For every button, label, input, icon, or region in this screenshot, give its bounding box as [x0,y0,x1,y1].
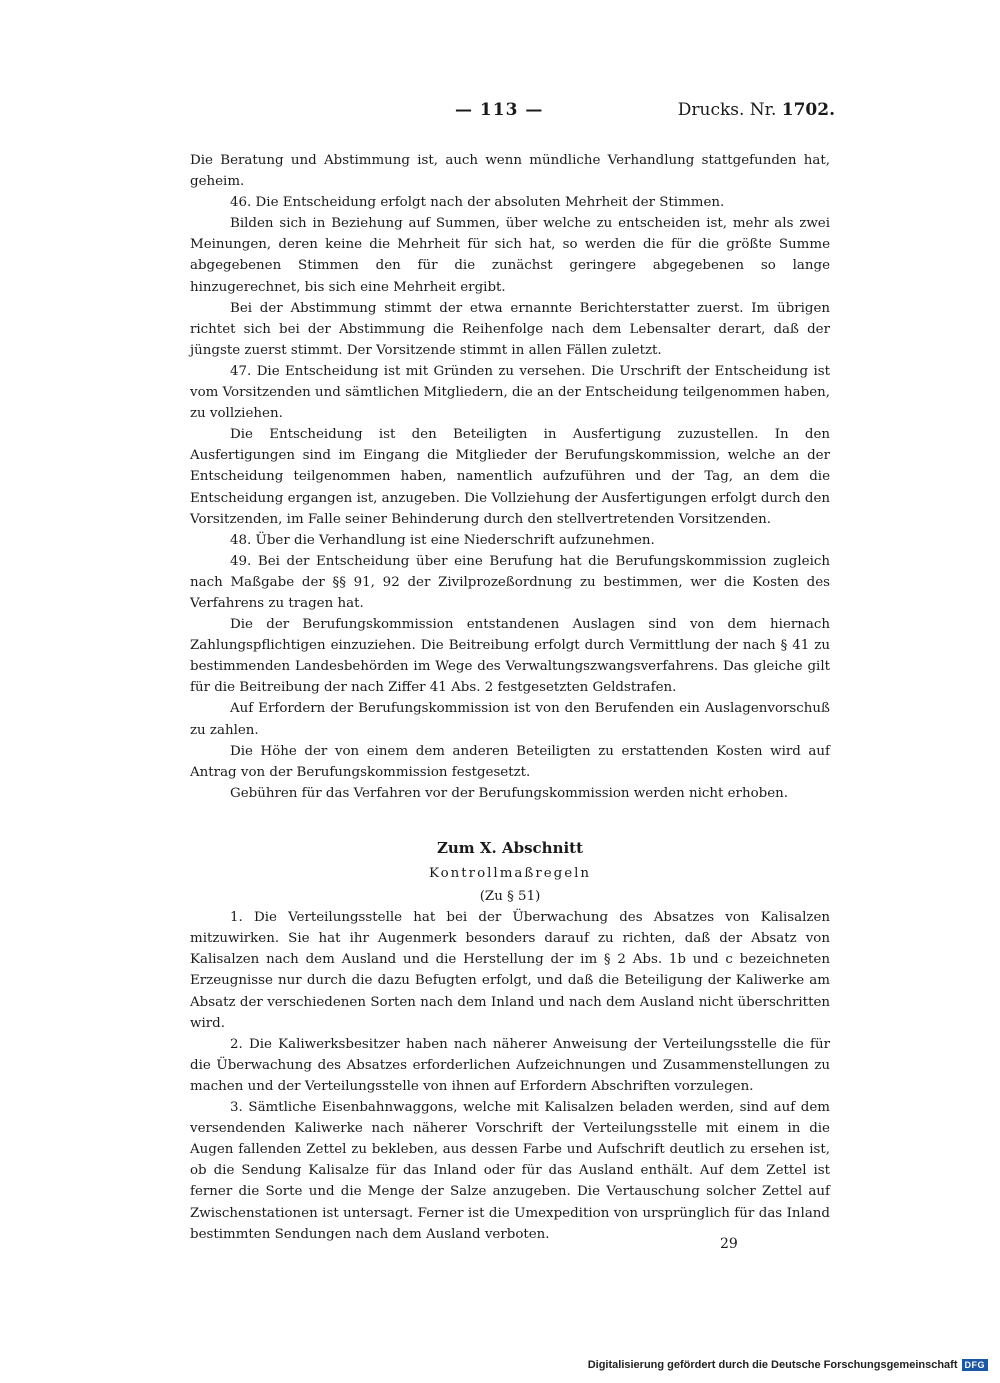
document-reference-number: 1702. [781,100,835,120]
paragraph: Die Höhe der von einem dem anderen Beteiligten zu erstattenden Kosten wird auf Antrag von der Berufungskommission festgesetzt. [190,743,830,780]
paragraph: 49. Bei der Entscheidung über eine Berufung hat die Berufungskommission zugleich nach Maßgabe der §§ 91, 92 der Zivilprozeßordnung zu bestimmen, wer die Kosten des Verfahrens zu tragen hat. [190,553,830,611]
page-header [455,100,835,130]
section-subtitle: Kontrollmaßregeln [428,866,592,881]
paragraph: Auf Erfordern der Berufungskommission ist von den Berufenden ein Auslagenvorschuß zu zahlen. [190,701,830,738]
paragraph: Die Beratung und Abstimmung ist, auch wenn mündliche Verhandlung stattgefunden hat, geheim. [190,153,830,190]
paragraph: Bilden sich in Beziehung auf Summen, über welche zu entscheiden ist, mehr als zwei Meinungen, deren keine die Mehrheit für sich hat, so werden die für die größte Summe abgegebenen Stimmen den für die zunächst geringere abgegebenen so lange hinzugerechnet, bis sich eine Mehrheit ergibt. [190,216,830,295]
paragraph: Bei der Abstimmung stimmt der etwa ernannte Berichterstatter zuerst. Im übrigen richtet sich bei der Abstimmung die Reihenfolge nach dem Lebensalter derart, daß der jüngste zuerst stimmt. Der Vorsitzende stimmt in allen Fällen zuletzt. [190,300,830,358]
section-paragraph: 2. Die Kaliwerksbesitzer haben nach näherer Anweisung der Verteilungsstelle die für die Überwachung des Absatzes erforderlichen Aufzeichnungen und Zusammenstellungen zu machen und der Verteilungsstelle von ihnen auf Erfordern Abschriften vorzulegen. [190,1036,830,1094]
paragraph: 46. Die Entscheidung erfolgt nach der absoluten Mehrheit der Stimmen. [230,195,725,211]
signature-mark: 29 [720,1236,738,1252]
page-number: — 113 — [455,100,544,120]
document-reference-prefix: Drucks. Nr. [677,100,777,120]
footer-text: Digitalisierung gefördert durch die Deutsche Forschungsgemeinschaft [587,1359,958,1371]
paragraph: Gebühren für das Verfahren vor der Berufungskommission werden nicht erhoben. [230,785,789,801]
paragraph: Die der Berufungskommission entstandenen Auslagen sind von dem hiernach Zahlungspflichtigen einzuziehen. Die Beitreibung erfolgt durch Vermittlung der nach § 41 zu bestimmenden Landesbehörden im Wege des Verwaltungszwangsverfahrens. Das gleiche gilt für die Beitreibung der nach Ziffer 41 Abs. 2 festgesetzten Geldstrafen. [190,617,830,696]
section-title: Zum X. Abschnitt [436,838,584,857]
paragraph: 48. Über die Verhandlung ist eine Niederschrift aufzunehmen. [230,532,655,548]
section-paragraph: 3. Sämtliche Eisenbahnwaggons, welche mit Kalisalzen beladen werden, sind auf dem versendenden Kaliwerke nach näherer Vorschrift der Verteilungsstelle mit einem in die Augen fallenden Zettel zu bekleben, aus dessen Farbe und Aufschrift deutlich zu ersehen ist, ob die Sendung Kalisalze für das Inland oder für das Ausland enthält. Auf dem Zettel ist ferner die Sorte und die Menge der Salze anzugeben. Die Vertauschung solcher Zettel auf Zwischenstationen ist untersagt. Ferner ist die Umexpedition von ursprünglich für das Inland bestimmten Sendungen nach dem Ausland verboten. [190,1100,830,1242]
footer [588,1359,988,1371]
paragraph: 47. Die Entscheidung ist mit Gründen zu versehen. Die Urschrift der Entscheidung ist vom Vorsitzenden und sämtlichen Mitgliedern, die an der Entscheidung teilgenommen haben, zu vollziehen. [190,363,830,422]
paragraph: Die Entscheidung ist den Beteiligten in Ausfertigung zuzustellen. In den Ausfertigungen sind im Eingang die Mitglieder der Berufungskommission, welche an der Entscheidung teilgenommen haben, namentlich aufzuführen und der Tag, an dem die Entscheidung ergangen ist, anzugeben. Die Vollziehung der Ausfertigungen erfolgt durch den Vorsitzenden, im Falle seiner Behinderung durch den stellvertretenden Vorsitzenden. [190,427,830,527]
page-body [190,150,830,1245]
document-reference [678,100,835,120]
dfg-logo-icon: DFG [962,1359,989,1371]
section-reference: (Zu § 51) [479,889,541,905]
section-paragraph: 1. Die Verteilungsstelle hat bei der Überwachung des Absatzes von Kalisalzen mitzuwirken. Sie hat ihr Augenmerk besonders darauf zu richten, daß der Absatz von Kalisalzen nach dem Ausland und die Herstellung der im § 2 Abs. 1b und c bezeichneten Erzeugnisse nur durch die dazu Befugten erfolgt, und daß die Beteiligung der Kaliwerke am Absatz der verschiedenen Sorten nach dem Inland und nach dem Ausland nicht überschritten wird. [190,910,830,1031]
